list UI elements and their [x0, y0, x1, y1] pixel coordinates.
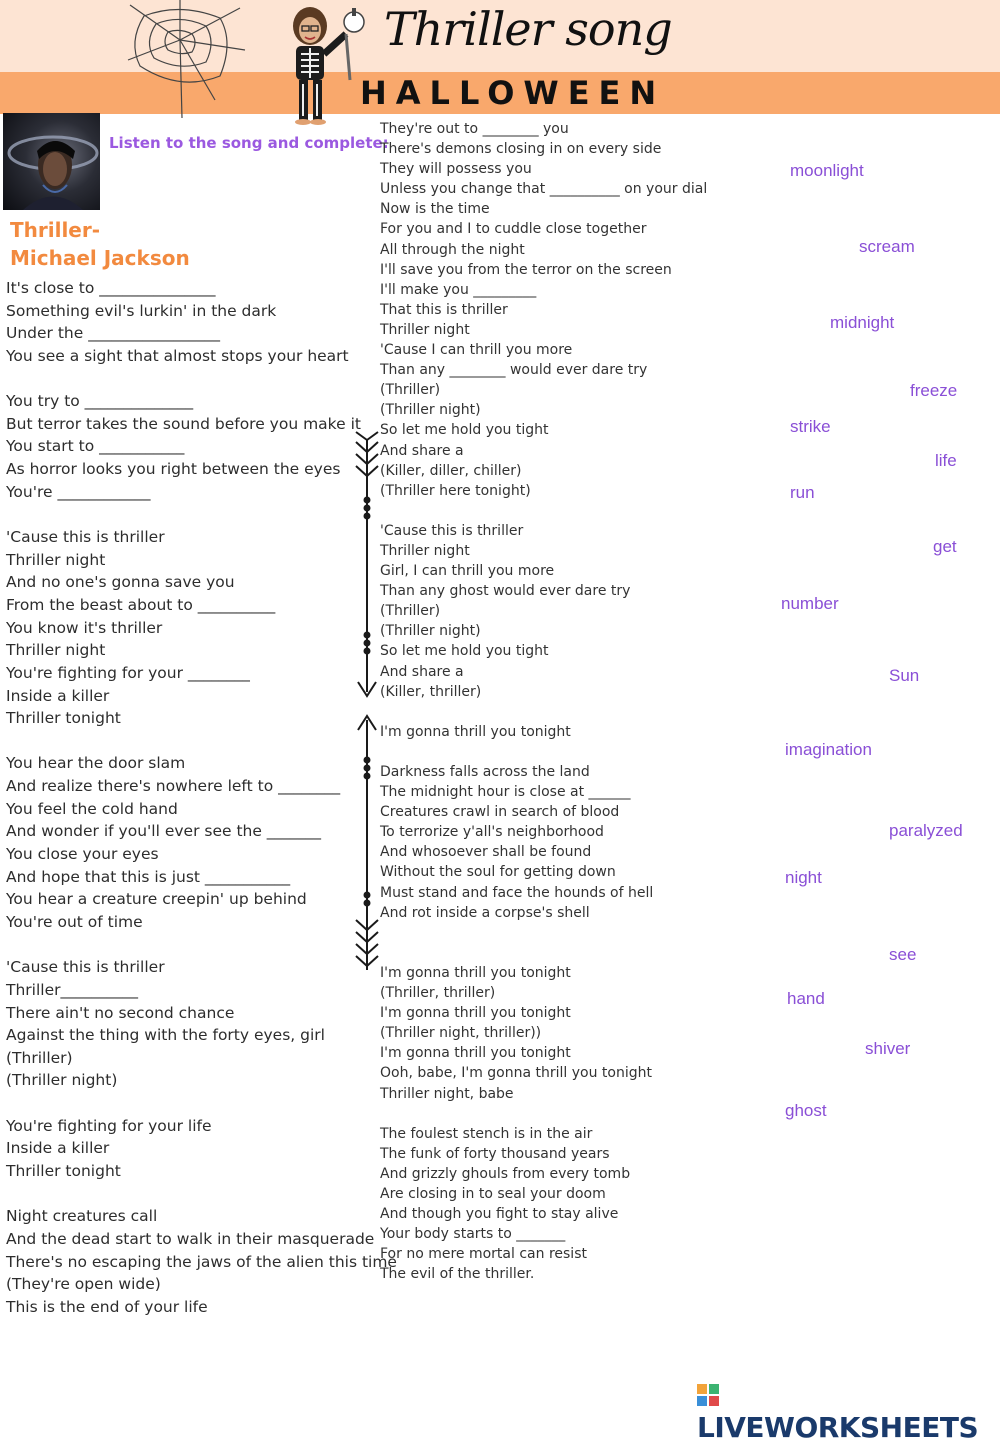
lyrics-column-left — [6, 277, 397, 1318]
word-bank-item[interactable]: strike — [790, 417, 831, 436]
lyric-line: You hear the door slam — [6, 754, 186, 773]
lyric-line: And grizzly ghouls from every tomb — [380, 1165, 631, 1182]
lyric-line: (Thriller night) — [380, 402, 481, 419]
word-bank-item[interactable]: hand — [787, 989, 825, 1008]
lyric-line: Creatures crawl in search of blood — [380, 804, 620, 821]
lyric-line: You try to ______________ — [6, 392, 194, 411]
lyrics-column-right — [380, 119, 770, 1284]
lyric-line: And wonder if you'll ever see the _______ — [6, 822, 322, 841]
lyric-line: Inside a killer — [6, 686, 110, 705]
lyric-line: 'Cause this is thriller — [6, 528, 165, 547]
song-title-line-1: Thriller- — [10, 218, 101, 242]
song-title-line-2: Michael Jackson — [10, 246, 190, 270]
lyric-line: (Thriller, thriller) — [380, 985, 496, 1002]
instruction-text: Listen to the song and complete: — [109, 134, 389, 152]
lyric-line: Without the soul for getting down — [380, 864, 616, 881]
lyric-line: The funk of forty thousand years — [380, 1145, 610, 1162]
lyric-line: 'Cause I can thrill you more — [380, 342, 573, 359]
lyric-line: As horror looks you right between the eyes — [6, 460, 341, 479]
artist-photo — [3, 113, 100, 210]
lyric-line: There's demons closing in on every side — [380, 141, 662, 158]
lyric-line: (Killer, diller, chiller) — [380, 462, 522, 479]
lyric-line: Night creatures call — [6, 1207, 158, 1226]
lyric-line: Your body starts to _______ — [380, 1226, 566, 1243]
word-bank-item[interactable]: life — [935, 451, 957, 470]
lyric-line: From the beast about to __________ — [6, 595, 276, 614]
lyric-line: Thriller night — [6, 550, 106, 569]
lyric-line: (Thriller) — [380, 603, 441, 620]
lyric-line: You feel the cold hand — [6, 799, 178, 818]
word-bank-item[interactable]: see — [889, 945, 917, 964]
lyric-line — [6, 934, 386, 957]
lyric-line: Darkness falls across the land — [380, 764, 590, 780]
lyric-line: You're fighting for your ________ — [6, 663, 250, 682]
lyric-line: 'Cause this is thriller — [6, 958, 165, 977]
spider-web-icon — [120, 0, 250, 120]
lyric-line — [6, 1183, 386, 1206]
lyric-line: I'm gonna thrill you tonight — [380, 1045, 571, 1062]
halloween-heading: HALLOWEEN — [360, 74, 666, 112]
liveworksheets-logo-text: LIVEWORKSHEETS — [697, 1411, 979, 1444]
lyric-line — [380, 943, 770, 963]
lyric-line: (Thriller) — [6, 1048, 73, 1067]
lyric-line — [6, 730, 386, 753]
word-bank-item[interactable]: midnight — [830, 313, 895, 332]
lyric-line: Thriller night — [380, 321, 470, 338]
lyric-line: And whosoever shall be found — [380, 844, 592, 861]
lyric-line: Thriller tonight — [6, 709, 121, 728]
word-bank-item[interactable]: freeze — [910, 381, 958, 400]
lyric-line: And though you fight to stay alive — [380, 1206, 619, 1223]
lyric-line: Unless you change that __________ on your dial — [380, 181, 708, 198]
lyric-line — [6, 503, 386, 526]
lyric-line — [380, 1104, 770, 1124]
lyric-line: You're fighting for your life — [6, 1116, 212, 1135]
lyric-line: And share a — [380, 663, 464, 680]
lyric-line: (Thriller) — [380, 382, 441, 399]
lyric-line: (Killer, thriller) — [380, 683, 482, 700]
lyric-line — [380, 702, 770, 722]
lyric-line: Than any ________ would ever dare try — [380, 362, 648, 379]
lyric-line: You see a sight that almost stops your heart — [6, 346, 349, 365]
lyric-line: The evil of the thriller. — [380, 1266, 535, 1283]
lyric-line: And hope that this is just ___________ — [6, 867, 291, 886]
lyric-line: Must stand and face the hounds of hell — [380, 884, 654, 901]
lyric-line: And the dead start to walk in their masquerade — [6, 1229, 375, 1248]
lyric-line: For no mere mortal can resist — [380, 1246, 587, 1263]
lyric-line: (Thriller night) — [380, 623, 481, 640]
lyric-line: 'Cause this is thriller — [380, 522, 524, 539]
lyric-line: Are closing in to seal your doom — [380, 1185, 606, 1202]
lyric-line: I'm gonna thrill you tonight — [380, 723, 571, 740]
lyric-line: So let me hold you tight — [380, 643, 549, 660]
lyric-line: You hear a creature creepin' up behind — [6, 890, 307, 909]
lyric-line: They will possess you — [380, 161, 532, 178]
decorative-arrows-icon — [350, 430, 386, 980]
word-bank-item[interactable]: imagination — [785, 740, 872, 759]
lyric-line: Against the thing with the forty eyes, girl — [6, 1026, 325, 1045]
lyric-line: I'm gonna thrill you tonight — [380, 1005, 571, 1022]
liveworksheets-logo — [697, 1378, 1000, 1444]
lyric-line: I'm gonna thrill you tonight — [380, 964, 571, 981]
word-bank-item[interactable]: number — [781, 594, 839, 613]
lyric-line: And no one's gonna save you — [6, 573, 235, 592]
lyric-line: There's no escaping the jaws of the alien this time — [6, 1252, 397, 1271]
lyric-line: It's close to _______________ — [6, 279, 216, 297]
lyric-line: Something evil's lurkin' in the dark — [6, 301, 277, 320]
word-bank-item[interactable]: Sun — [889, 666, 920, 685]
word-bank-item[interactable]: get — [933, 537, 957, 556]
lyric-line: Now is the time — [380, 201, 490, 218]
lyric-line: Ooh, babe, I'm gonna thrill you tonight — [380, 1065, 652, 1082]
lyric-line: And share a — [380, 442, 464, 459]
lyric-line: Thriller night — [380, 542, 470, 559]
lyric-line: Inside a killer — [6, 1139, 110, 1158]
lyric-line: I'll save you from the terror on the screen — [380, 261, 672, 278]
word-bank-item[interactable]: paralyzed — [889, 821, 963, 840]
lyric-line: And rot inside a corpse's shell — [380, 904, 590, 921]
lyric-line: Thriller tonight — [6, 1161, 121, 1180]
lyric-line — [380, 923, 770, 943]
lyric-line: You close your eyes — [6, 845, 159, 864]
lyric-line: You know it's thriller — [6, 618, 163, 637]
word-bank-item[interactable]: shiver — [865, 1039, 911, 1058]
lyric-line: There ain't no second chance — [6, 1003, 235, 1022]
lyric-line: You're out of time — [6, 912, 143, 931]
lyric-line: The foulest stench is in the air — [380, 1125, 593, 1142]
lyric-line: And realize there's nowhere left to ________ — [6, 777, 341, 796]
lyric-line: I'll make you _________ — [380, 281, 537, 298]
lyric-line — [6, 1092, 386, 1115]
lyric-line: To terrorize y'all's neighborhood — [380, 824, 604, 841]
lyric-line — [6, 368, 386, 391]
lyric-line: All through the night — [380, 241, 525, 258]
lyric-line: (Thriller night) — [6, 1071, 118, 1090]
lyric-line: You're ____________ — [6, 482, 151, 501]
word-bank-item[interactable]: ghost — [785, 1101, 827, 1120]
lyric-line: For you and I to cuddle close together — [380, 221, 647, 238]
lyric-line: (They're open wide) — [6, 1275, 161, 1294]
lyric-line: That this is thriller — [380, 301, 508, 318]
lyric-line — [380, 501, 770, 521]
lyric-line: (Thriller night, thriller)) — [380, 1025, 542, 1042]
word-bank-item[interactable]: moonlight — [790, 161, 864, 180]
song-title — [10, 216, 190, 272]
worksheet-title: Thriller song — [384, 2, 672, 56]
lyric-line: Thriller__________ — [6, 980, 138, 999]
lyric-line: They're out to ________ you — [380, 121, 569, 137]
word-bank-item[interactable]: run — [790, 483, 815, 502]
lyric-line: This is the end of your life — [6, 1297, 208, 1316]
lyric-line: The midnight hour is close at ______ — [380, 784, 631, 801]
lyric-line: (Thriller here tonight) — [380, 482, 531, 499]
word-bank-item[interactable]: scream — [859, 237, 915, 256]
liveworksheets-logo-icon — [697, 1384, 719, 1406]
lyric-line: You start to ___________ — [6, 437, 185, 456]
lyric-line: Under the _________________ — [6, 324, 220, 343]
lyric-line — [380, 742, 770, 762]
lyric-line: Thriller night — [6, 641, 106, 660]
word-bank-item[interactable]: night — [785, 868, 822, 887]
lyric-line: Than any ghost would ever dare try — [380, 583, 631, 600]
lyric-line: But terror takes the sound before you make it — [6, 414, 361, 433]
lyric-line: Thriller night, babe — [380, 1085, 514, 1102]
lyric-line: So let me hold you tight — [380, 422, 549, 439]
lyric-line: Girl, I can thrill you more — [380, 563, 555, 580]
